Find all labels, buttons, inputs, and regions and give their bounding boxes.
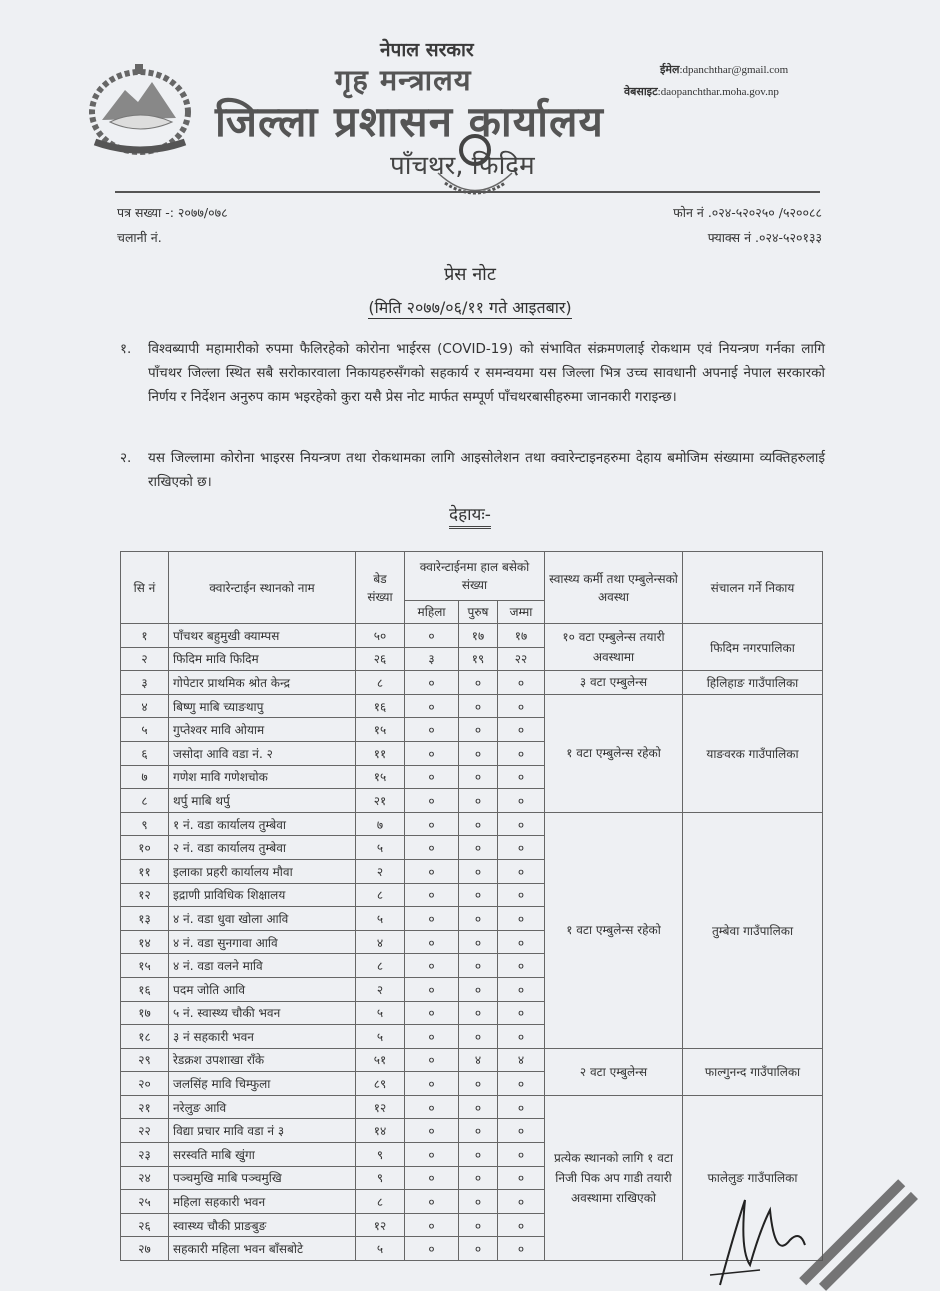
cell-beds: १५ <box>356 718 405 742</box>
cell-beds: ७ <box>356 812 405 836</box>
cell-name: स्वास्थ्य चौकी प्राङबुङ <box>169 1213 356 1237</box>
header-org: संचालन गर्ने निकाय <box>683 552 823 624</box>
cell-male: ० <box>459 1213 498 1237</box>
cell-female: ० <box>405 789 459 813</box>
cell-female: ० <box>405 907 459 931</box>
cell-sn: १८ <box>121 1025 169 1049</box>
letter-number: पत्र सख्या -: २०७७/०७८ <box>117 205 228 220</box>
cell-operating-body: तुम्बेवा गाउँपालिका <box>683 812 823 1048</box>
cell-sn: ४ <box>121 694 169 718</box>
cell-health-ambulance: १ वटा एम्बुलेन्स रहेको <box>545 812 683 1048</box>
cell-beds: ११ <box>356 741 405 765</box>
cell-sn: २७ <box>121 1237 169 1261</box>
cell-female: ० <box>405 1095 459 1119</box>
cell-beds: ४ <box>356 930 405 954</box>
cell-total: ० <box>498 977 545 1001</box>
cell-beds: ५० <box>356 624 405 648</box>
cell-female: ० <box>405 1190 459 1214</box>
cell-male: ० <box>459 1025 498 1049</box>
cell-sn: १७ <box>121 1001 169 1025</box>
cell-female: ० <box>405 1237 459 1261</box>
office-stamp <box>430 128 520 208</box>
cell-total: ० <box>498 907 545 931</box>
cell-sn: २० <box>121 1072 169 1096</box>
cell-sn: २६ <box>121 1213 169 1237</box>
cell-total: ० <box>498 1119 545 1143</box>
cell-name: ५ नं. स्वास्थ्य चौकी भवन <box>169 1001 356 1025</box>
cell-female: ० <box>405 671 459 695</box>
cell-female: ० <box>405 930 459 954</box>
cell-name: महिला सहकारी भवन <box>169 1190 356 1214</box>
cell-male: ० <box>459 977 498 1001</box>
cell-sn: २२ <box>121 1119 169 1143</box>
cell-male: ० <box>459 812 498 836</box>
cell-beds: ५ <box>356 1237 405 1261</box>
cell-beds: २ <box>356 977 405 1001</box>
cell-male: ० <box>459 1001 498 1025</box>
cell-name: जसोदा आवि वडा नं. २ <box>169 741 356 765</box>
cell-health-ambulance: १० वटा एम्बुलेन्स तयारी अवस्थामा <box>545 624 683 671</box>
cell-male: ० <box>459 1119 498 1143</box>
email-line: ईमेल:dpanchthar@gmail.com <box>660 63 789 76</box>
email-link[interactable]: dpanchthar@gmail.com <box>682 64 789 76</box>
cell-sn: १२ <box>121 883 169 907</box>
paragraph-text: यस जिल्लामा कोरोना भाइरस नियन्त्रण तथा रोकथामका लागि आइसोलेशन तथा क्वारेन्टाइनहरुमा देहाय बमोजिम संख्यामा व्यक्तिहरुलाई राखिएको छ। <box>148 450 825 490</box>
cell-male: ० <box>459 671 498 695</box>
table-row <box>121 671 823 695</box>
cell-operating-body: हिलिहाङ गाउँपालिका <box>683 671 823 695</box>
cell-beds: ५१ <box>356 1048 405 1072</box>
cell-total: ४ <box>498 1048 545 1072</box>
cell-total: ० <box>498 1237 545 1261</box>
cell-beds: १२ <box>356 1095 405 1119</box>
cell-name: थर्पु माबि थर्पु <box>169 789 356 813</box>
email-label: ईमेल <box>660 63 680 76</box>
paragraph-1 <box>120 337 825 409</box>
cell-male: ० <box>459 1237 498 1261</box>
press-note-title: प्रेस नोट <box>444 264 496 285</box>
table-row <box>121 812 823 836</box>
cell-sn: २४ <box>121 1166 169 1190</box>
cell-sn: २९ <box>121 1048 169 1072</box>
phone-number: फोन नं .०२४-५२०२५० /५२००८८ <box>673 205 822 220</box>
website-link[interactable]: daopanchthar.moha.gov.np <box>660 86 779 98</box>
cell-sn: १४ <box>121 930 169 954</box>
cell-male: ० <box>459 1190 498 1214</box>
cell-female: ० <box>405 883 459 907</box>
cell-health-ambulance: ३ वटा एम्बुलेन्स <box>545 671 683 695</box>
header-male: पुरुष <box>459 601 498 624</box>
paragraph-2 <box>120 446 825 494</box>
cell-male: ० <box>459 1095 498 1119</box>
cell-female: ० <box>405 718 459 742</box>
header-female: महिला <box>405 601 459 624</box>
header-current: क्वारेन्टाईनमा हाल बसेको संख्या <box>405 552 545 601</box>
cell-name: सरस्वति माबि खुंगा <box>169 1143 356 1167</box>
cell-female: ३ <box>405 647 459 671</box>
header-beds: बेड संख्या <box>356 552 405 624</box>
cell-male: ० <box>459 930 498 954</box>
cell-sn: ७ <box>121 765 169 789</box>
cell-female: ० <box>405 954 459 978</box>
cell-total: ० <box>498 1213 545 1237</box>
cell-name: गुप्तेश्वर मावि ओयाम <box>169 718 356 742</box>
cell-male: ० <box>459 1166 498 1190</box>
cell-male: ० <box>459 907 498 931</box>
cell-female: ० <box>405 1143 459 1167</box>
cell-operating-body: फालेलुङ गाउँपालिका <box>683 1095 823 1260</box>
paragraph-number: १. <box>120 341 132 357</box>
cell-name: रेडक्रश उपशाखा राँके <box>169 1048 356 1072</box>
ministry-name: गृह मन्त्रालय <box>335 63 472 97</box>
table-row <box>121 1048 823 1072</box>
cell-beds: १५ <box>356 765 405 789</box>
cell-name: पञ्चमुखि माबि पञ्चमुखि <box>169 1166 356 1190</box>
cell-total: ० <box>498 1001 545 1025</box>
cell-total: ० <box>498 789 545 813</box>
header-total: जम्मा <box>498 601 545 624</box>
cell-sn: ११ <box>121 859 169 883</box>
cell-sn: ६ <box>121 741 169 765</box>
cell-total: ० <box>498 718 545 742</box>
nepal-emblem-logo <box>80 60 200 160</box>
cell-name: नरेलुङ आवि <box>169 1095 356 1119</box>
cell-female: ० <box>405 1213 459 1237</box>
website-line: वेबसाइट:daopanchthar.moha.gov.np <box>624 85 779 98</box>
cell-total: ० <box>498 883 545 907</box>
cell-female: ० <box>405 741 459 765</box>
cell-sn: १५ <box>121 954 169 978</box>
cell-operating-body: याङवरक गाउँपालिका <box>683 694 823 812</box>
cell-female: ० <box>405 1001 459 1025</box>
cell-male: ० <box>459 859 498 883</box>
table-row <box>121 624 823 648</box>
cell-female: ० <box>405 624 459 648</box>
office-location: पाँचथर, फिदिम <box>390 151 535 181</box>
cell-male: १९ <box>459 647 498 671</box>
cell-beds: १४ <box>356 1119 405 1143</box>
cell-health-ambulance: १ वटा एम्बुलेन्स रहेको <box>545 694 683 812</box>
cell-name: इद्राणी प्राविधिक शिक्षालय <box>169 883 356 907</box>
cell-sn: २३ <box>121 1143 169 1167</box>
table-body <box>121 624 823 1261</box>
cell-beds: ९ <box>356 1143 405 1167</box>
cell-male: ० <box>459 765 498 789</box>
cell-beds: २ <box>356 859 405 883</box>
cell-beds: ८ <box>356 1190 405 1214</box>
cell-male: ० <box>459 1072 498 1096</box>
annex-heading-text: देहायः- <box>449 505 491 529</box>
cell-name: इलाका प्रहरी कार्यालय मौवा <box>169 859 356 883</box>
press-note-date <box>0 296 940 318</box>
cell-beds: २१ <box>356 789 405 813</box>
cell-female: ० <box>405 1048 459 1072</box>
header-name: क्वारेन्टाईन स्थानको नाम <box>169 552 356 624</box>
cell-name: बिष्णु माबि च्याङथापु <box>169 694 356 718</box>
annex-heading <box>0 502 940 525</box>
cell-name: ४ नं. वडा वलने मावि <box>169 954 356 978</box>
cell-total: ० <box>498 1166 545 1190</box>
cell-beds: ८९ <box>356 1072 405 1096</box>
cell-name: ४ नं. वडा सुनगावा आवि <box>169 930 356 954</box>
cell-beds: ९ <box>356 1166 405 1190</box>
cell-name: ४ नं. वडा धुवा खोला आवि <box>169 907 356 931</box>
cell-beds: २६ <box>356 647 405 671</box>
paragraph-number: २. <box>120 450 132 466</box>
cell-female: ० <box>405 1025 459 1049</box>
cell-operating-body: फाल्गुनन्द गाउँपालिका <box>683 1048 823 1095</box>
cell-total: ० <box>498 671 545 695</box>
cell-sn: २५ <box>121 1190 169 1214</box>
quarantine-table <box>120 551 823 1261</box>
cell-female: ० <box>405 859 459 883</box>
table-row <box>121 694 823 718</box>
cell-name: पदम जोति आवि <box>169 977 356 1001</box>
cell-name: पाँचथर बहुमुखी क्याम्पस <box>169 624 356 648</box>
cell-total: २२ <box>498 647 545 671</box>
cell-total: ० <box>498 765 545 789</box>
cell-beds: ५ <box>356 1025 405 1049</box>
cell-total: ० <box>498 1190 545 1214</box>
cell-operating-body: फिदिम नगरपालिका <box>683 624 823 671</box>
cell-total: ० <box>498 741 545 765</box>
cell-sn: १० <box>121 836 169 860</box>
cell-sn: १६ <box>121 977 169 1001</box>
cell-health-ambulance: प्रत्येक स्थानको लागि १ वटा निजी पिक अप गाडी तयारी अवस्थामा राखिएको <box>545 1095 683 1260</box>
cell-name: गणेश मावि गणेशचोक <box>169 765 356 789</box>
cell-male: ० <box>459 694 498 718</box>
cell-name: ३ नं सहकारी भवन <box>169 1025 356 1049</box>
cell-beds: ५ <box>356 907 405 931</box>
cell-female: ० <box>405 1166 459 1190</box>
cell-male: ४ <box>459 1048 498 1072</box>
office-name: जिल्ला प्रशासन कार्यालय <box>215 97 604 146</box>
cell-sn: १३ <box>121 907 169 931</box>
cell-name: १ नं. वडा कार्यालय तुम्बेवा <box>169 812 356 836</box>
cell-total: ० <box>498 859 545 883</box>
cell-male: ० <box>459 741 498 765</box>
fax-number: फ्याक्स नं .०२४-५२०१३३ <box>707 230 822 245</box>
cell-beds: १६ <box>356 694 405 718</box>
cell-sn: ८ <box>121 789 169 813</box>
cell-name: जलसिंह मावि चिम्फुला <box>169 1072 356 1096</box>
cell-female: ० <box>405 1119 459 1143</box>
header-sn: सि नं <box>121 552 169 624</box>
cell-name: फिदिम मावि फिदिम <box>169 647 356 671</box>
cell-total: ० <box>498 812 545 836</box>
cell-male: ० <box>459 883 498 907</box>
cell-female: ० <box>405 1072 459 1096</box>
cell-sn: १ <box>121 624 169 648</box>
cell-beds: ५ <box>356 836 405 860</box>
cell-beds: ५ <box>356 1001 405 1025</box>
paragraph-text: विश्वब्यापी महामारीको रुपमा फैलिरहेको कोरोना भाईरस (COVID-19) को संभावित संक्रमणलाई रोकथाम एवं नियन्त्रण गर्नका लागि पाँचथर जिल्ला स्थित सबै सरोकारवाला निकायहरुसँगको सहकार्य र समन्वयमा यस जिल्ला भित्र उच्च सावधानी अपनाई नेपाल सरकारको निर्णय र निर्देशन अनुरुप काम भइरहेको कुरा यसै प्रेस नोट मार्फत सम्पूर्ण पाँचथरबासीहरुमा जानकारी गराइन्छ। <box>148 341 825 405</box>
cell-male: ० <box>459 836 498 860</box>
cell-female: ० <box>405 694 459 718</box>
cell-female: ० <box>405 812 459 836</box>
cell-female: ० <box>405 977 459 1001</box>
cell-total: ० <box>498 1025 545 1049</box>
cell-male: ० <box>459 718 498 742</box>
cell-total: ० <box>498 1143 545 1167</box>
website-label: वेबसाइट <box>624 85 658 98</box>
cell-beds: ८ <box>356 954 405 978</box>
cell-sn: ९ <box>121 812 169 836</box>
cell-total: ० <box>498 694 545 718</box>
header-divider <box>115 191 820 193</box>
government-name: नेपाल सरकार <box>380 39 474 61</box>
cell-male: ० <box>459 1143 498 1167</box>
cell-name: २ नं. वडा कार्यालय तुम्बेवा <box>169 836 356 860</box>
cell-male: ० <box>459 954 498 978</box>
cell-sn: २१ <box>121 1095 169 1119</box>
cell-total: ० <box>498 1095 545 1119</box>
dispatch-number: चलानी नं. <box>117 230 162 245</box>
cell-health-ambulance: २ वटा एम्बुलेन्स <box>545 1048 683 1095</box>
cell-total: ० <box>498 930 545 954</box>
cell-sn: ३ <box>121 671 169 695</box>
cell-beds: १२ <box>356 1213 405 1237</box>
cell-name: गोपेटार प्राथमिक श्रोत केन्द्र <box>169 671 356 695</box>
cell-beds: ८ <box>356 883 405 907</box>
date-text: (मिति २०७७/०६/११ गते आइतबार) <box>368 298 572 317</box>
cell-total: १७ <box>498 624 545 648</box>
cell-sn: २ <box>121 647 169 671</box>
cell-sn: ५ <box>121 718 169 742</box>
cell-female: ० <box>405 836 459 860</box>
cell-beds: ८ <box>356 671 405 695</box>
cell-female: ० <box>405 765 459 789</box>
cell-male: १७ <box>459 624 498 648</box>
cell-total: ० <box>498 1072 545 1096</box>
cell-male: ० <box>459 789 498 813</box>
cell-name: विद्या प्रचार मावि वडा नं ३ <box>169 1119 356 1143</box>
cell-total: ० <box>498 836 545 860</box>
cell-total: ० <box>498 954 545 978</box>
header-health: स्वास्थ्य कर्मी तथा एम्बुलेन्सको अवस्था <box>545 552 683 624</box>
signature-and-stamp <box>700 1170 940 1291</box>
table-row <box>121 1095 823 1119</box>
cell-name: सहकारी महिला भवन बाँसबोटे <box>169 1237 356 1261</box>
